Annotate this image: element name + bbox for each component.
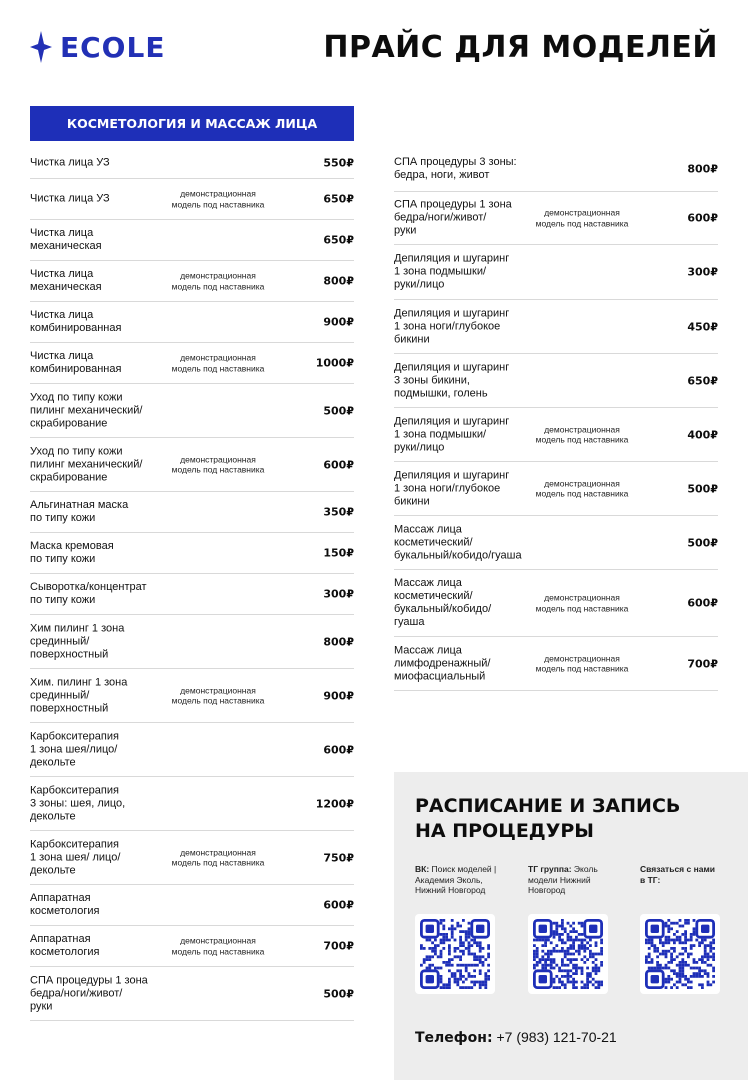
price-row: [30, 777, 354, 831]
schedule-panel: [394, 772, 748, 1080]
service-price: 600₽: [687, 596, 718, 610]
service-price: 1200₽: [315, 797, 354, 810]
phone-number: +7 (983) 121-70-21: [496, 1029, 617, 1045]
service-name: Чистка лица комбинированная: [30, 350, 122, 375]
service-note: демонстрационная модель под наставника: [535, 592, 629, 613]
service-price: 600₽: [323, 458, 354, 471]
service-note: демонстрационная модель под наставника: [171, 847, 265, 868]
price-row: [30, 438, 354, 492]
service-note: демонстрационная модель под наставника: [535, 207, 629, 228]
price-row: [30, 926, 354, 967]
service-name: Аппаратная косметология: [30, 892, 100, 917]
schedule-title: РАСПИСАНИЕ И ЗАПИСЬ НА ПРОЦЕДУРЫ: [415, 795, 681, 842]
price-row: [30, 492, 354, 533]
service-price: 600₽: [687, 211, 718, 225]
qr-code-icon[interactable]: [640, 914, 720, 994]
price-row: [30, 723, 354, 777]
service-price: 1000₽: [315, 356, 354, 370]
price-row: [394, 300, 718, 354]
service-price: 700₽: [323, 939, 354, 953]
price-row: [30, 533, 354, 574]
price-list-left: [30, 147, 354, 1021]
service-name: Альгинатная маска по типу кожи: [30, 499, 129, 524]
service-name: Карбокситерапия 1 зона шея/лицо/ декольте: [30, 730, 119, 768]
service-note: демонстрационная модель под наставника: [171, 270, 265, 291]
price-row: [394, 245, 718, 300]
price-row: [30, 615, 354, 669]
service-price: 900₽: [323, 689, 354, 702]
service-name: Чистка лица УЗ: [30, 192, 110, 205]
service-price: 500₽: [687, 536, 718, 549]
service-price: 500₽: [323, 404, 354, 417]
price-row: [394, 462, 718, 516]
service-name: Депиляция и шугаринг 1 зона подмышки/ руки/лицо: [394, 415, 510, 453]
service-note: демонстрационная модель под наставника: [535, 653, 629, 674]
contact-label: ТГ группа:: [528, 864, 572, 874]
service-price: 650₽: [323, 192, 354, 206]
service-name: Сыворотка/концентрат по типу кожи: [30, 581, 147, 606]
service-note: демонстрационная модель под наставника: [171, 188, 265, 209]
service-name: Массаж лица косметический/ букальный/кобидо/ гуаша: [394, 577, 492, 628]
page-title: ПРАЙС ДЛЯ МОДЕЛЕЙ: [323, 30, 718, 65]
service-name: Карбокситерапия 1 зона шея/ лицо/ декольте: [30, 838, 121, 876]
service-name: Уход по типу кожи пилинг механический/ скрабирование: [30, 445, 143, 483]
service-price: 500₽: [687, 482, 718, 495]
service-price: 800₽: [323, 274, 354, 288]
service-price: 700₽: [687, 657, 718, 670]
service-name: Депиляция и шугаринг 3 зоны бикини, подмышки, голень: [394, 361, 510, 399]
brand-logo: [30, 30, 165, 64]
service-price: 600₽: [323, 898, 354, 912]
service-name: Аппаратная косметология: [30, 933, 100, 958]
service-name: СПА процедуры 1 зона бедра/ноги/живот/ руки: [394, 198, 512, 237]
service-note: демонстрационная модель под наставника: [171, 935, 265, 956]
price-row: [30, 885, 354, 926]
service-name: Чистка лица комбинированная: [30, 309, 122, 334]
service-name: Уход по типу кожи пилинг механический/ скрабирование: [30, 391, 143, 429]
service-price: 800₽: [687, 162, 718, 175]
price-list-right: [394, 146, 718, 691]
service-name: Чистка лица УЗ: [30, 156, 110, 168]
service-price: 750₽: [323, 851, 354, 864]
contact-tg-group: [528, 864, 626, 896]
service-price: 650₽: [687, 374, 718, 387]
price-row: [30, 343, 354, 384]
service-price: 550₽: [323, 156, 354, 169]
contact-label: Связаться с нами в ТГ:: [640, 864, 715, 885]
service-price: 900₽: [323, 315, 354, 329]
service-price: 300₽: [323, 587, 354, 601]
service-price: 450₽: [687, 320, 718, 333]
qr-code-icon[interactable]: [528, 914, 608, 994]
service-name: Хим. пилинг 1 зона срединный/ поверхностный: [30, 676, 128, 714]
price-row: [30, 669, 354, 723]
service-note: демонстрационная модель под наставника: [535, 424, 629, 445]
diamond-star-icon: [30, 31, 52, 63]
service-name: Чистка лица механическая: [30, 268, 102, 293]
service-note: демонстрационная модель под наставника: [171, 352, 265, 373]
service-name: Депиляция и шугаринг 1 зона ноги/глубокое бикини: [394, 469, 510, 507]
service-price: 300₽: [687, 265, 718, 279]
contact-label: ВК:: [415, 864, 430, 874]
price-row: [394, 192, 718, 245]
service-name: СПА процедуры 1 зона бедра/ноги/живот/ руки: [30, 974, 148, 1012]
service-note: демонстрационная модель под наставника: [171, 685, 265, 706]
service-note: демонстрационная модель под наставника: [535, 478, 629, 499]
brand-name: ECOLE: [60, 30, 166, 64]
price-row: [394, 146, 718, 192]
price-row: [394, 637, 718, 691]
service-name: Массаж лица лимфодренажный/ миофасциальный: [394, 644, 491, 682]
contact-tg: [640, 864, 738, 885]
service-note: демонстрационная модель под наставника: [171, 454, 265, 475]
service-name: Массаж лица косметический/ букальный/кобидо/гуаша: [394, 523, 522, 561]
price-row: [30, 831, 354, 885]
price-row: [30, 179, 354, 220]
contact-text: Эколь модели Нижний Новгород: [528, 864, 598, 895]
service-price: 650₽: [323, 233, 354, 247]
service-price: 150₽: [323, 546, 354, 560]
service-name: Хим пилинг 1 зона срединный/ поверхностный: [30, 622, 125, 660]
service-name: Карбокситерапия 3 зоны: шея, лицо, декольте: [30, 784, 126, 822]
phone-label: Телефон:: [415, 1030, 493, 1046]
price-row: [394, 516, 718, 570]
service-name: Депиляция и шугаринг 1 зона ноги/глубокое бикини: [394, 307, 510, 345]
price-row: [30, 147, 354, 179]
price-row: [30, 220, 354, 261]
price-row: [30, 302, 354, 343]
service-name: Депиляция и шугаринг 1 зона подмышки/ руки/лицо: [394, 252, 510, 291]
service-name: Чистка лица механическая: [30, 227, 102, 252]
price-row: [394, 570, 718, 637]
service-price: 350₽: [323, 505, 354, 519]
price-row: [30, 384, 354, 438]
price-row: [394, 354, 718, 408]
service-price: 600₽: [323, 743, 354, 756]
section-header: КОСМЕТОЛОГИЯ И МАССАЖ ЛИЦА: [30, 106, 354, 141]
contact-text: Поиск моделей | Академия Эколь, Нижний Новгород: [415, 864, 497, 895]
service-price: 500₽: [323, 987, 354, 1000]
service-name: СПА процедуры 3 зоны: бедра, ноги, живот: [394, 155, 517, 181]
price-row: [30, 967, 354, 1021]
phone[interactable]: [415, 1029, 617, 1046]
price-row: [30, 574, 354, 615]
service-name: Маска кремовая по типу кожи: [30, 540, 114, 565]
service-price: 800₽: [323, 635, 354, 648]
qr-code-icon[interactable]: [415, 914, 495, 994]
service-price: 400₽: [687, 428, 718, 441]
price-row: [30, 261, 354, 302]
contact-vk: [415, 864, 513, 896]
price-row: [394, 408, 718, 462]
